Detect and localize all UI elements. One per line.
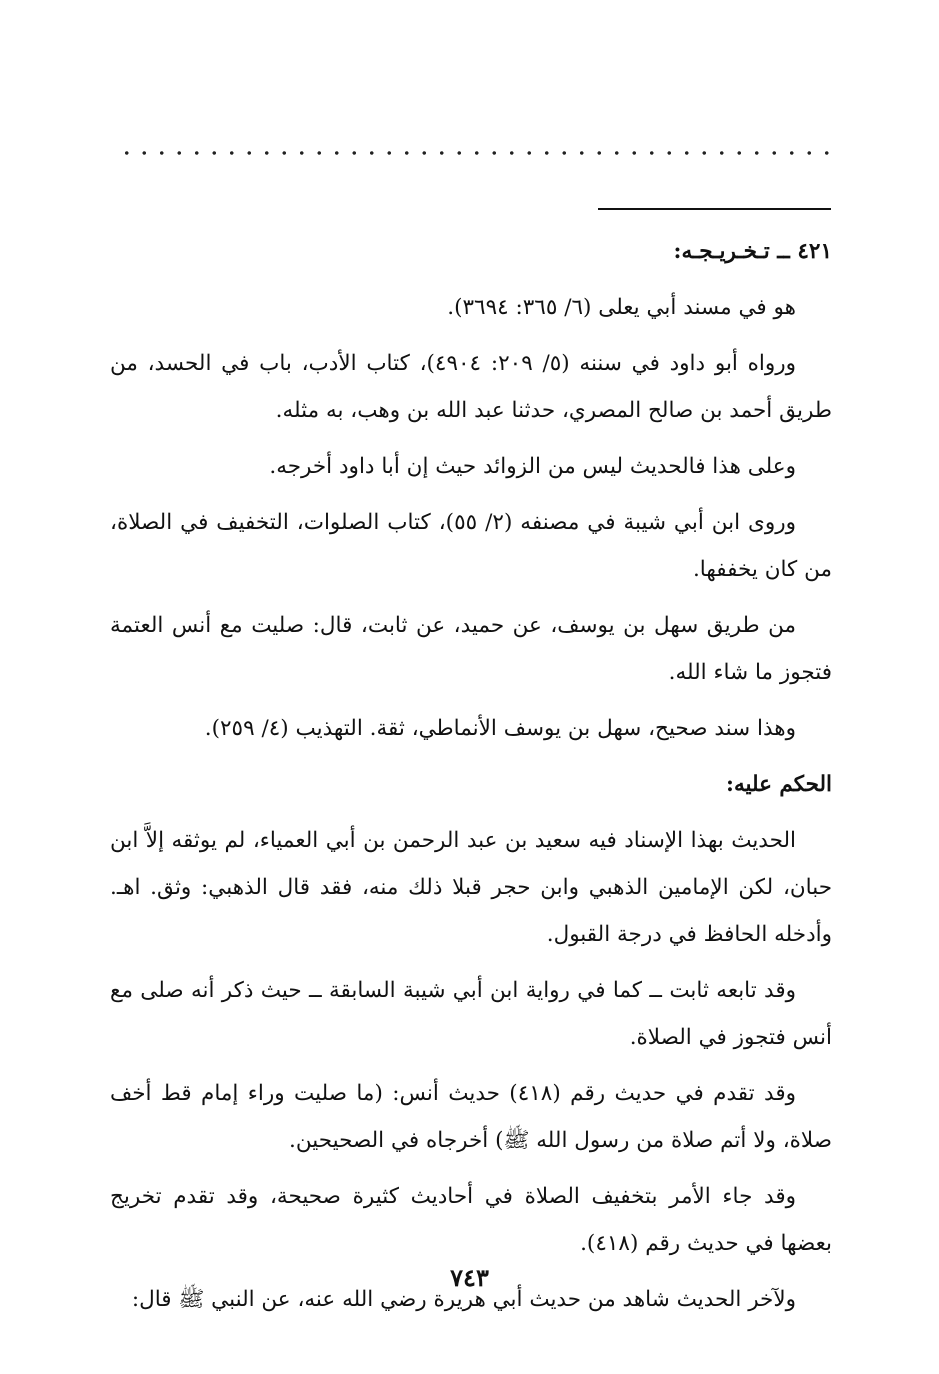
paragraph: وعلى هذا فالحديث ليس من الزوائد حيث إن أبا داود أخرجه. [269,454,796,479]
paragraph: الحديث بهذا الإسناد فيه سعيد بن عبد الرحمن بن أبي العمياء، لم يوثقه إلاَّ ابن حبان، لكن الإمامين الذهبي وابن حجر قبلا ذلك منه، فقد قال الذهبي: وثق. اهـ. وأدخله الحافظ في درجة القبول. [110,828,832,947]
paragraph: هو في مسند أبي يعلى (٦/ ٣٦٥: ٣٦٩٤). [447,295,796,320]
footnote-separator-line [598,208,831,210]
dotted-separator [118,150,830,156]
paragraph: وقد تابعه ثابت ــ كما في رواية ابن أبي شيبة السابقة ــ حيث ذكر أنه صلى مع أنس فتجوز في الصلاة. [110,978,832,1050]
paragraph: وقد جاء الأمر بتخفيف الصلاة في أحاديث كثيرة صحيحة، وقد تقدم تخريج بعضها في حديث رقم (٤١٨). [110,1184,832,1256]
page-number: ٧٤٣ [450,1263,489,1292]
paragraph: ولآخر الحديث شاهد من حديث أبي هريرة رضي الله عنه، عن النبي ﷺ قال: [131,1287,796,1312]
paragraph: وقد تقدم في حديث رقم (٤١٨) حديث أنس: (ما صليت وراء إمام قط أخف صلاة، ولا أتم صلاة من رسول الله ﷺ) أخرجاه في الصحيحين. [110,1081,832,1153]
paragraph: ورواه أبو داود في سننه (٥/ ٢٠٩: ٤٩٠٤)، كتاب الأدب، باب في الحسد، من طريق أحمد بن صالح المصري، حدثنا عبد الله بن وهب، به مثله. [110,351,832,423]
paragraph: من طريق سهل بن يوسف، عن حميد، عن ثابت، قال: صليت مع أنس العتمة فتجوز ما شاء الله. [110,613,832,685]
paragraph: وهذا سند صحيح، سهل بن يوسف الأنماطي، ثقة. التهذيب (٤/ ٢٥٩). [204,716,796,741]
paragraph: وروى ابن أبي شيبة في مصنفه (٢/ ٥٥)، كتاب الصلوات، التخفيف في الصلاة، من كان يخففها. [110,510,832,582]
ruling-heading: الحكم عليه: [726,772,832,797]
takhrij-heading: ٤٢١ ــ تـخـريـجـه: [673,239,832,264]
footnote-text-block [110,228,832,1332]
